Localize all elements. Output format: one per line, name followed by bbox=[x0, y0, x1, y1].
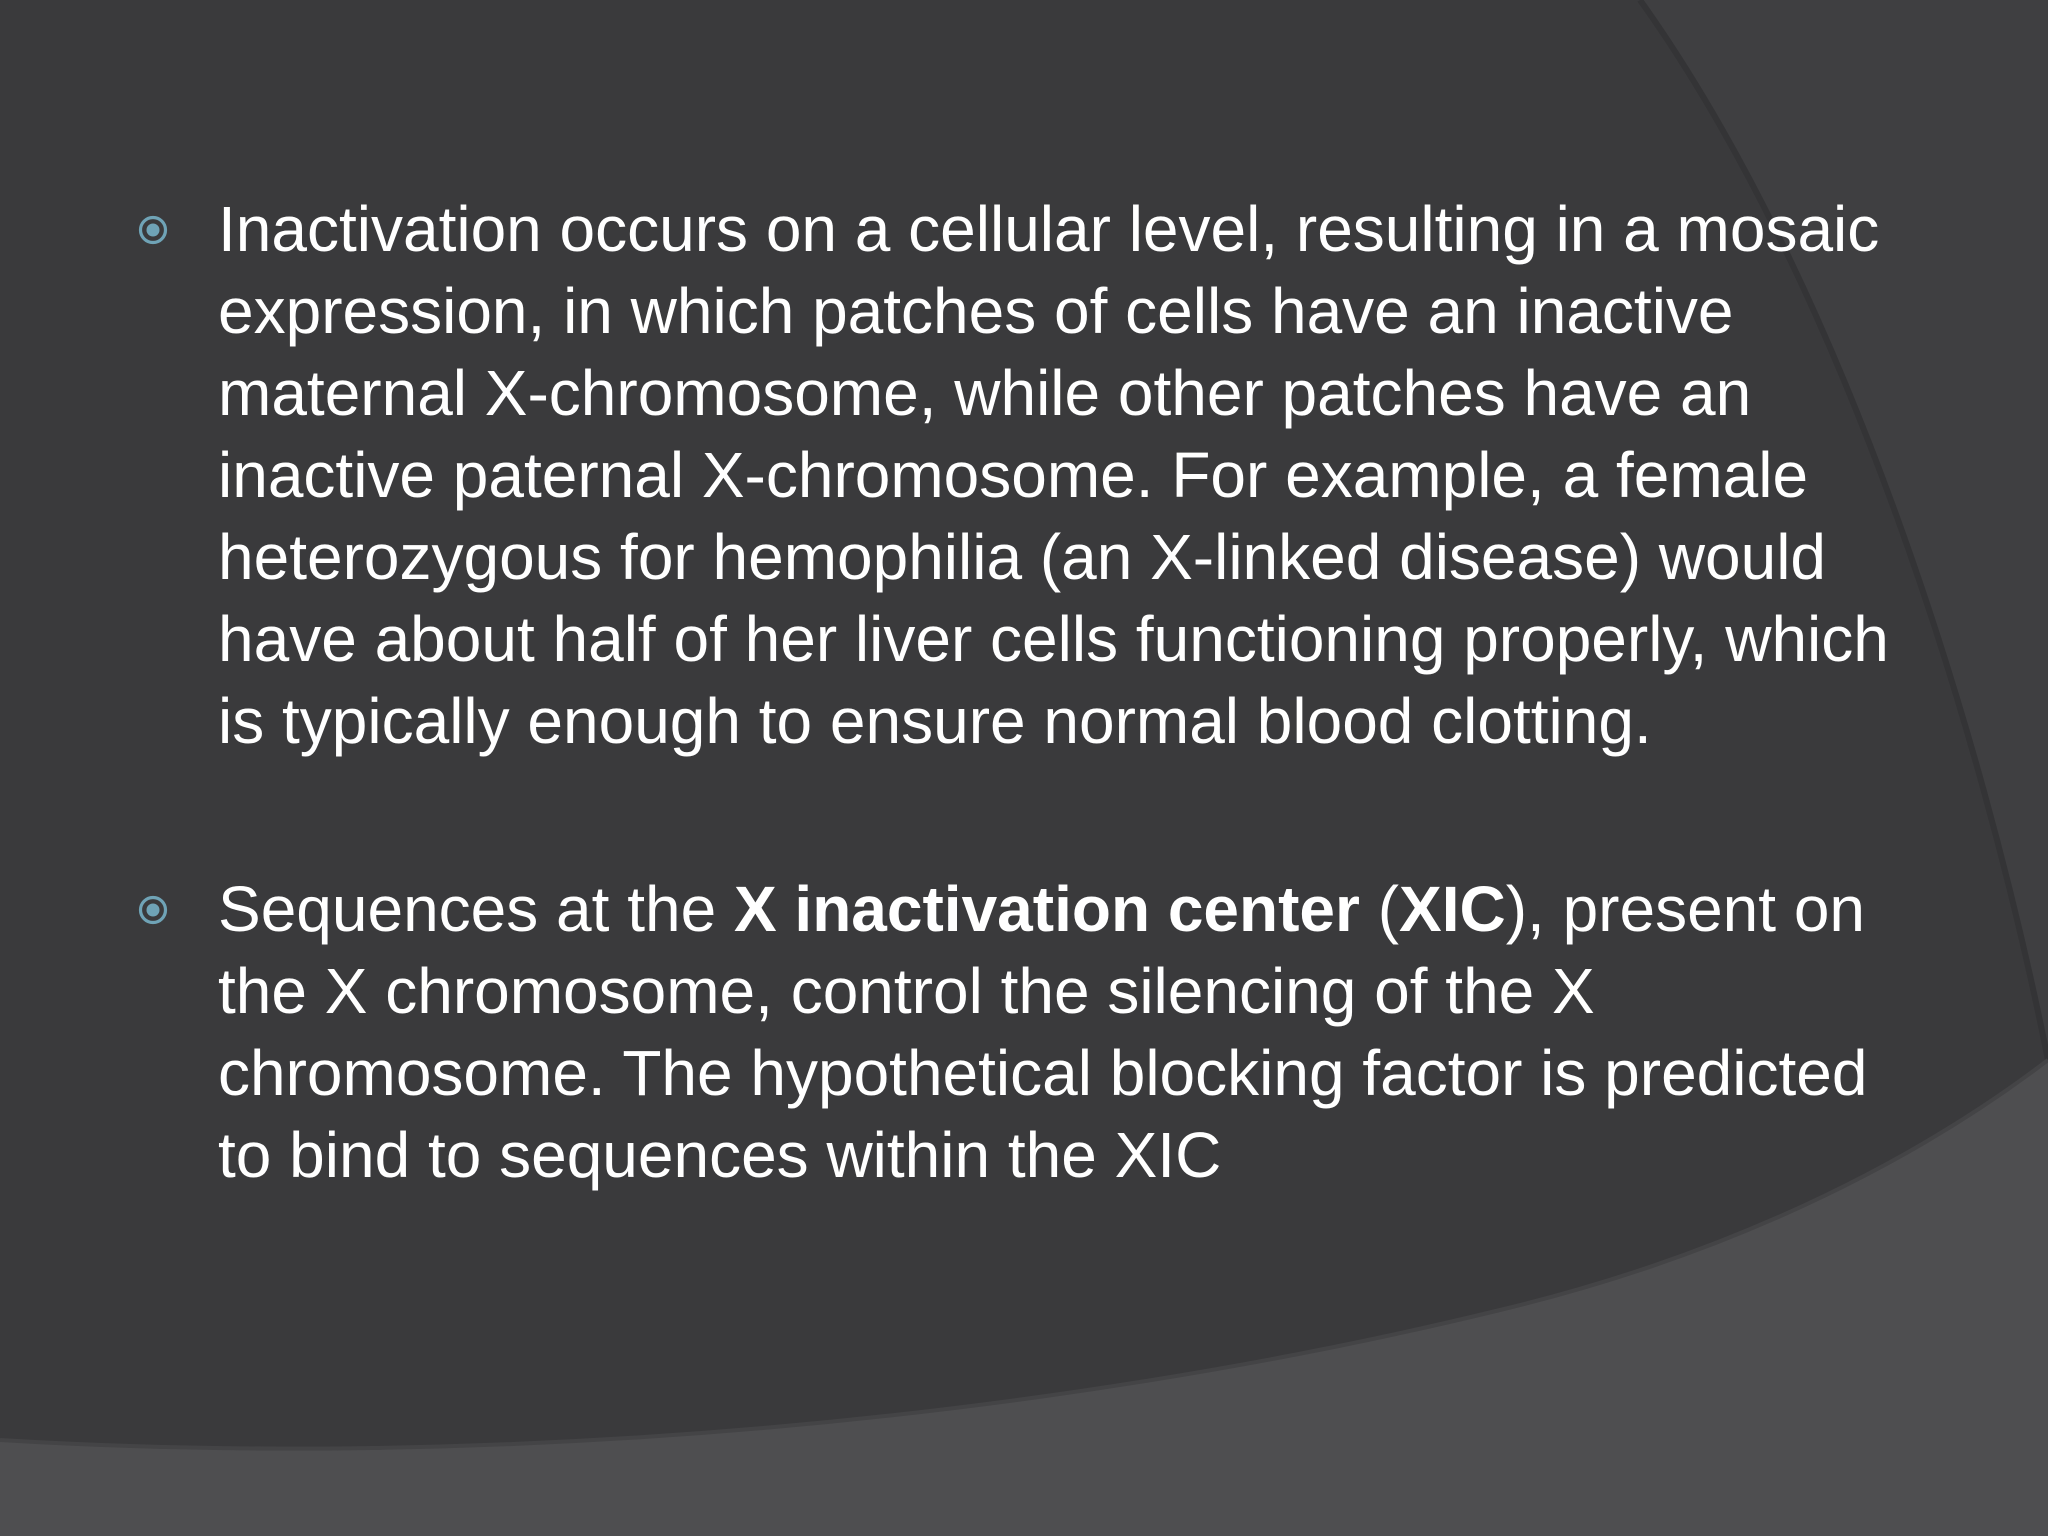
text-segment: ), present on the X chromosome, control the silencing of the X chromosome. The hypothetical blocking factor is predicted to bind to sequences within the XIC bbox=[218, 873, 1868, 1191]
bullet-text bbox=[218, 868, 1930, 1196]
text-segment: ( bbox=[1359, 873, 1399, 945]
bullet-text: Inactivation occurs on a cellular level, resulting in a mosaic expression, in which patches of cells have an inactive maternal X-chromosome, while other patches have an inactive paternal X-chromosome. For example, a female heterozygous for hemophilia (an X-linked disease) would have about half of her liver cells functioning properly, which is typically enough to ensure normal blood clotting. bbox=[218, 193, 1889, 757]
bold-abbreviation: XIC bbox=[1399, 873, 1506, 945]
bullet-item bbox=[130, 188, 1930, 762]
bullet-item bbox=[130, 868, 1930, 1196]
target-circle-icon bbox=[138, 895, 168, 925]
bold-term: X inactivation center bbox=[733, 873, 1360, 945]
target-circle-icon bbox=[138, 215, 168, 245]
text-segment: Sequences at the bbox=[218, 873, 734, 945]
slide-body bbox=[130, 188, 1930, 1196]
